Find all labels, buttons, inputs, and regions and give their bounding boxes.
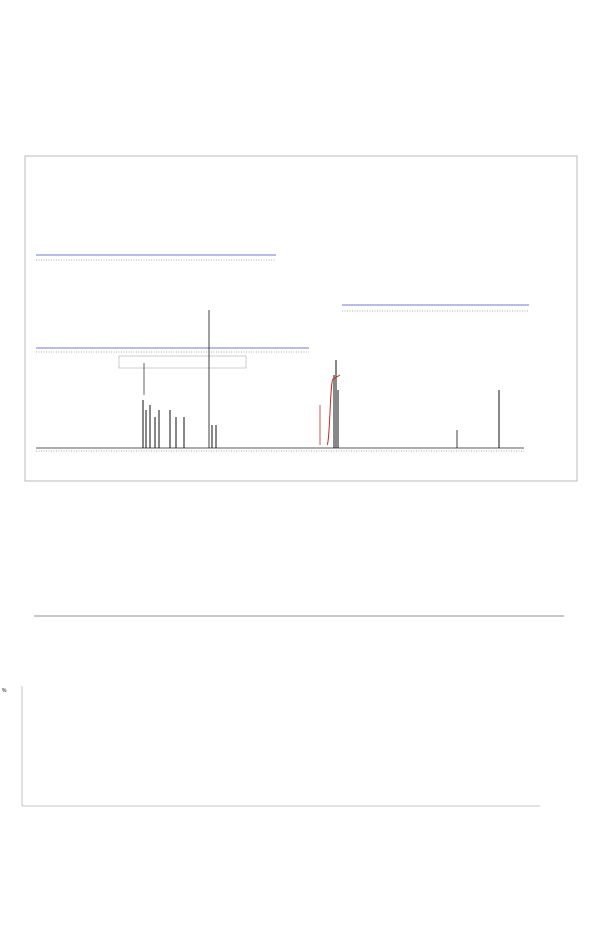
peak-header-row	[8, 856, 120, 863]
c-nmr-spectrum	[24, 490, 580, 660]
ir-spectrum	[0, 672, 611, 824]
h-nmr-spectrum	[24, 155, 580, 485]
peak-report-table	[8, 856, 120, 863]
ir-ylabel-pct: %	[2, 688, 7, 694]
